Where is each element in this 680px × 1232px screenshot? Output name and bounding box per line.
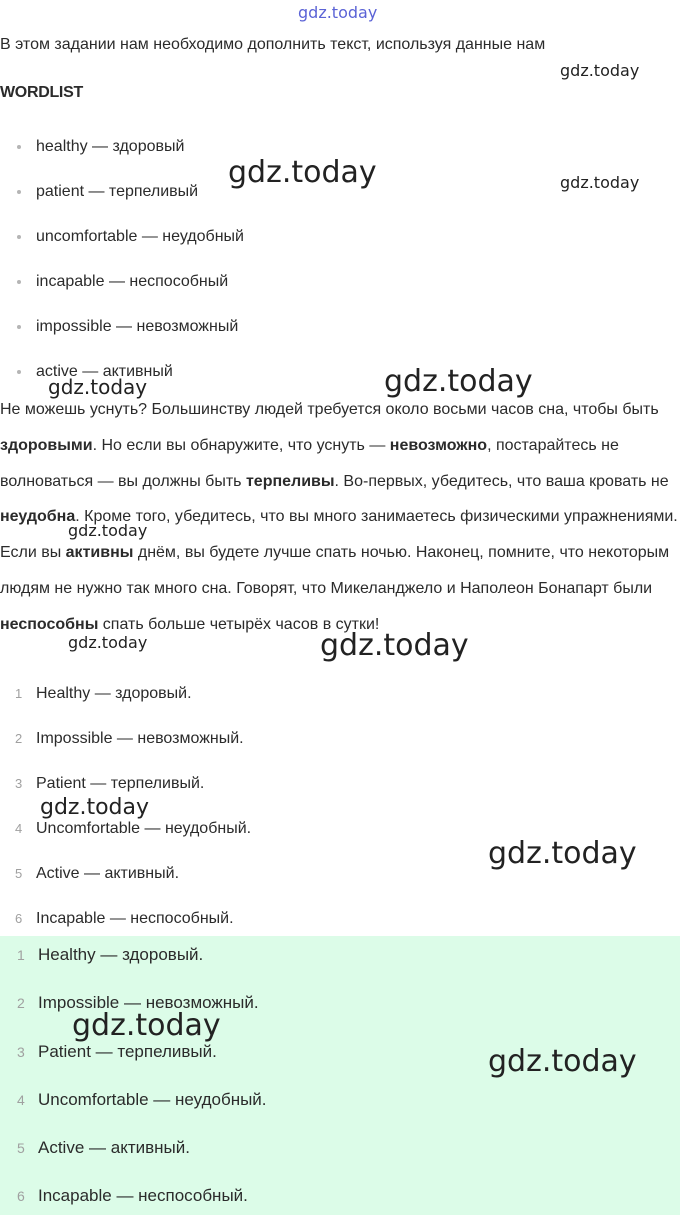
answer-word: неспособны (0, 615, 99, 633)
watermark: gdz.today (560, 173, 640, 192)
list-item (0, 1039, 267, 1087)
list-item-text: Patient — терпеливый. (36, 775, 205, 792)
watermark: gdz.today (488, 1044, 637, 1079)
item-number: 6 (15, 911, 23, 926)
bullet-icon (17, 190, 21, 194)
list-item (0, 179, 244, 224)
watermark: gdz.today (560, 61, 640, 80)
bullet-icon (17, 325, 21, 329)
list-item (0, 269, 244, 314)
list-item-text: Active — активный. (38, 1138, 190, 1158)
list-item-text: Uncomfortable — неудобный. (38, 1089, 267, 1109)
list-item-text: healthy — здоровый (36, 138, 185, 155)
bullet-icon (17, 370, 21, 374)
list-item (0, 1183, 267, 1231)
bullet-icon (17, 280, 21, 284)
list-item-text: Active — активный. (36, 865, 180, 882)
list-item (0, 942, 267, 990)
list-item (0, 224, 244, 269)
item-number: 5 (17, 1140, 25, 1157)
list-item-text: impossible — невозможный (36, 318, 239, 335)
answer-word: терпеливы (245, 472, 335, 490)
list-item-text: Incapable — неспособный. (38, 1186, 248, 1206)
watermark: gdz.today (68, 521, 148, 540)
list-item (0, 314, 244, 359)
item-number: 1 (15, 686, 23, 701)
answer-word: невозможно (389, 436, 488, 454)
highlighted-answer-list (0, 942, 267, 1232)
item-number: 6 (17, 1188, 25, 1205)
list-item (0, 862, 251, 907)
list-item (0, 1135, 267, 1183)
list-item-text: Healthy — здоровый. (38, 945, 204, 964)
top-watermark: gdz.today (298, 3, 378, 22)
list-item-text: Healthy — здоровый. (36, 685, 192, 702)
list-item (0, 1087, 267, 1135)
list-item-text: uncomfortable — неудобный (36, 228, 244, 245)
wordlist-heading: WORDLIST (0, 84, 83, 101)
list-item-text: Impossible — невозможный. (38, 993, 259, 1013)
intro-text: В этом задании нам необходимо дополнить текст, используя данные нам (0, 36, 546, 53)
answer-word: здоровыми (0, 436, 93, 454)
list-item (0, 817, 251, 862)
watermark: gdz.today (40, 795, 150, 820)
item-number: 2 (15, 731, 23, 746)
story-paragraph: Не можешь уснуть? Большинству людей требуется около восьми часов сна, чтобы быть здоровыми. Но если вы обнаружите, что уснуть — невозможно, постарайтесь не волноваться — вы должны быть терпеливы. Во-первых, убедитесь, что ваша кровать не неудобна. Кроме того, убедитесь, что вы много занимаетесь физическими упражнениями. Если вы активны днём, вы будете лучше спать ночью. Наконец, помните, что некоторым людям не нужно так много сна. Говорят, что Микеланджело и Наполеон Бонапарт были неспособны спать больше четырёх часов в сутки! (0, 401, 678, 633)
wordlist (0, 134, 244, 404)
list-item (0, 727, 251, 772)
item-number: 5 (15, 866, 23, 881)
list-item (0, 134, 244, 179)
watermark: gdz.today (228, 155, 377, 190)
answer-word: неудобна (0, 508, 76, 526)
watermark: gdz.today (68, 633, 148, 652)
list-item-text: patient — терпеливый (36, 183, 199, 200)
answer-word: активны (65, 544, 134, 562)
list-item-text: active — активный (36, 363, 173, 380)
watermark: gdz.today (72, 1008, 221, 1043)
watermark: gdz.today (48, 375, 148, 399)
item-number: 3 (15, 776, 23, 791)
item-number: 2 (17, 995, 25, 1012)
list-item-text: Patient — терпеливый. (38, 1041, 217, 1061)
item-number: 4 (17, 1091, 25, 1108)
item-number: 1 (17, 947, 25, 963)
list-item-text: incapable — неспособный (36, 273, 229, 290)
item-number: 4 (15, 821, 23, 836)
list-item-text: Impossible — невозможный. (36, 730, 244, 747)
bullet-icon (17, 145, 21, 149)
list-item (0, 682, 251, 727)
item-number: 3 (17, 1043, 25, 1060)
list-item-text: Incapable — неспособный. (36, 910, 234, 927)
watermark: gdz.today (320, 628, 469, 663)
watermark: gdz.today (488, 836, 637, 871)
list-item-text: Uncomfortable — неудобный. (36, 820, 252, 837)
bullet-icon (17, 235, 21, 239)
watermark: gdz.today (384, 364, 533, 399)
